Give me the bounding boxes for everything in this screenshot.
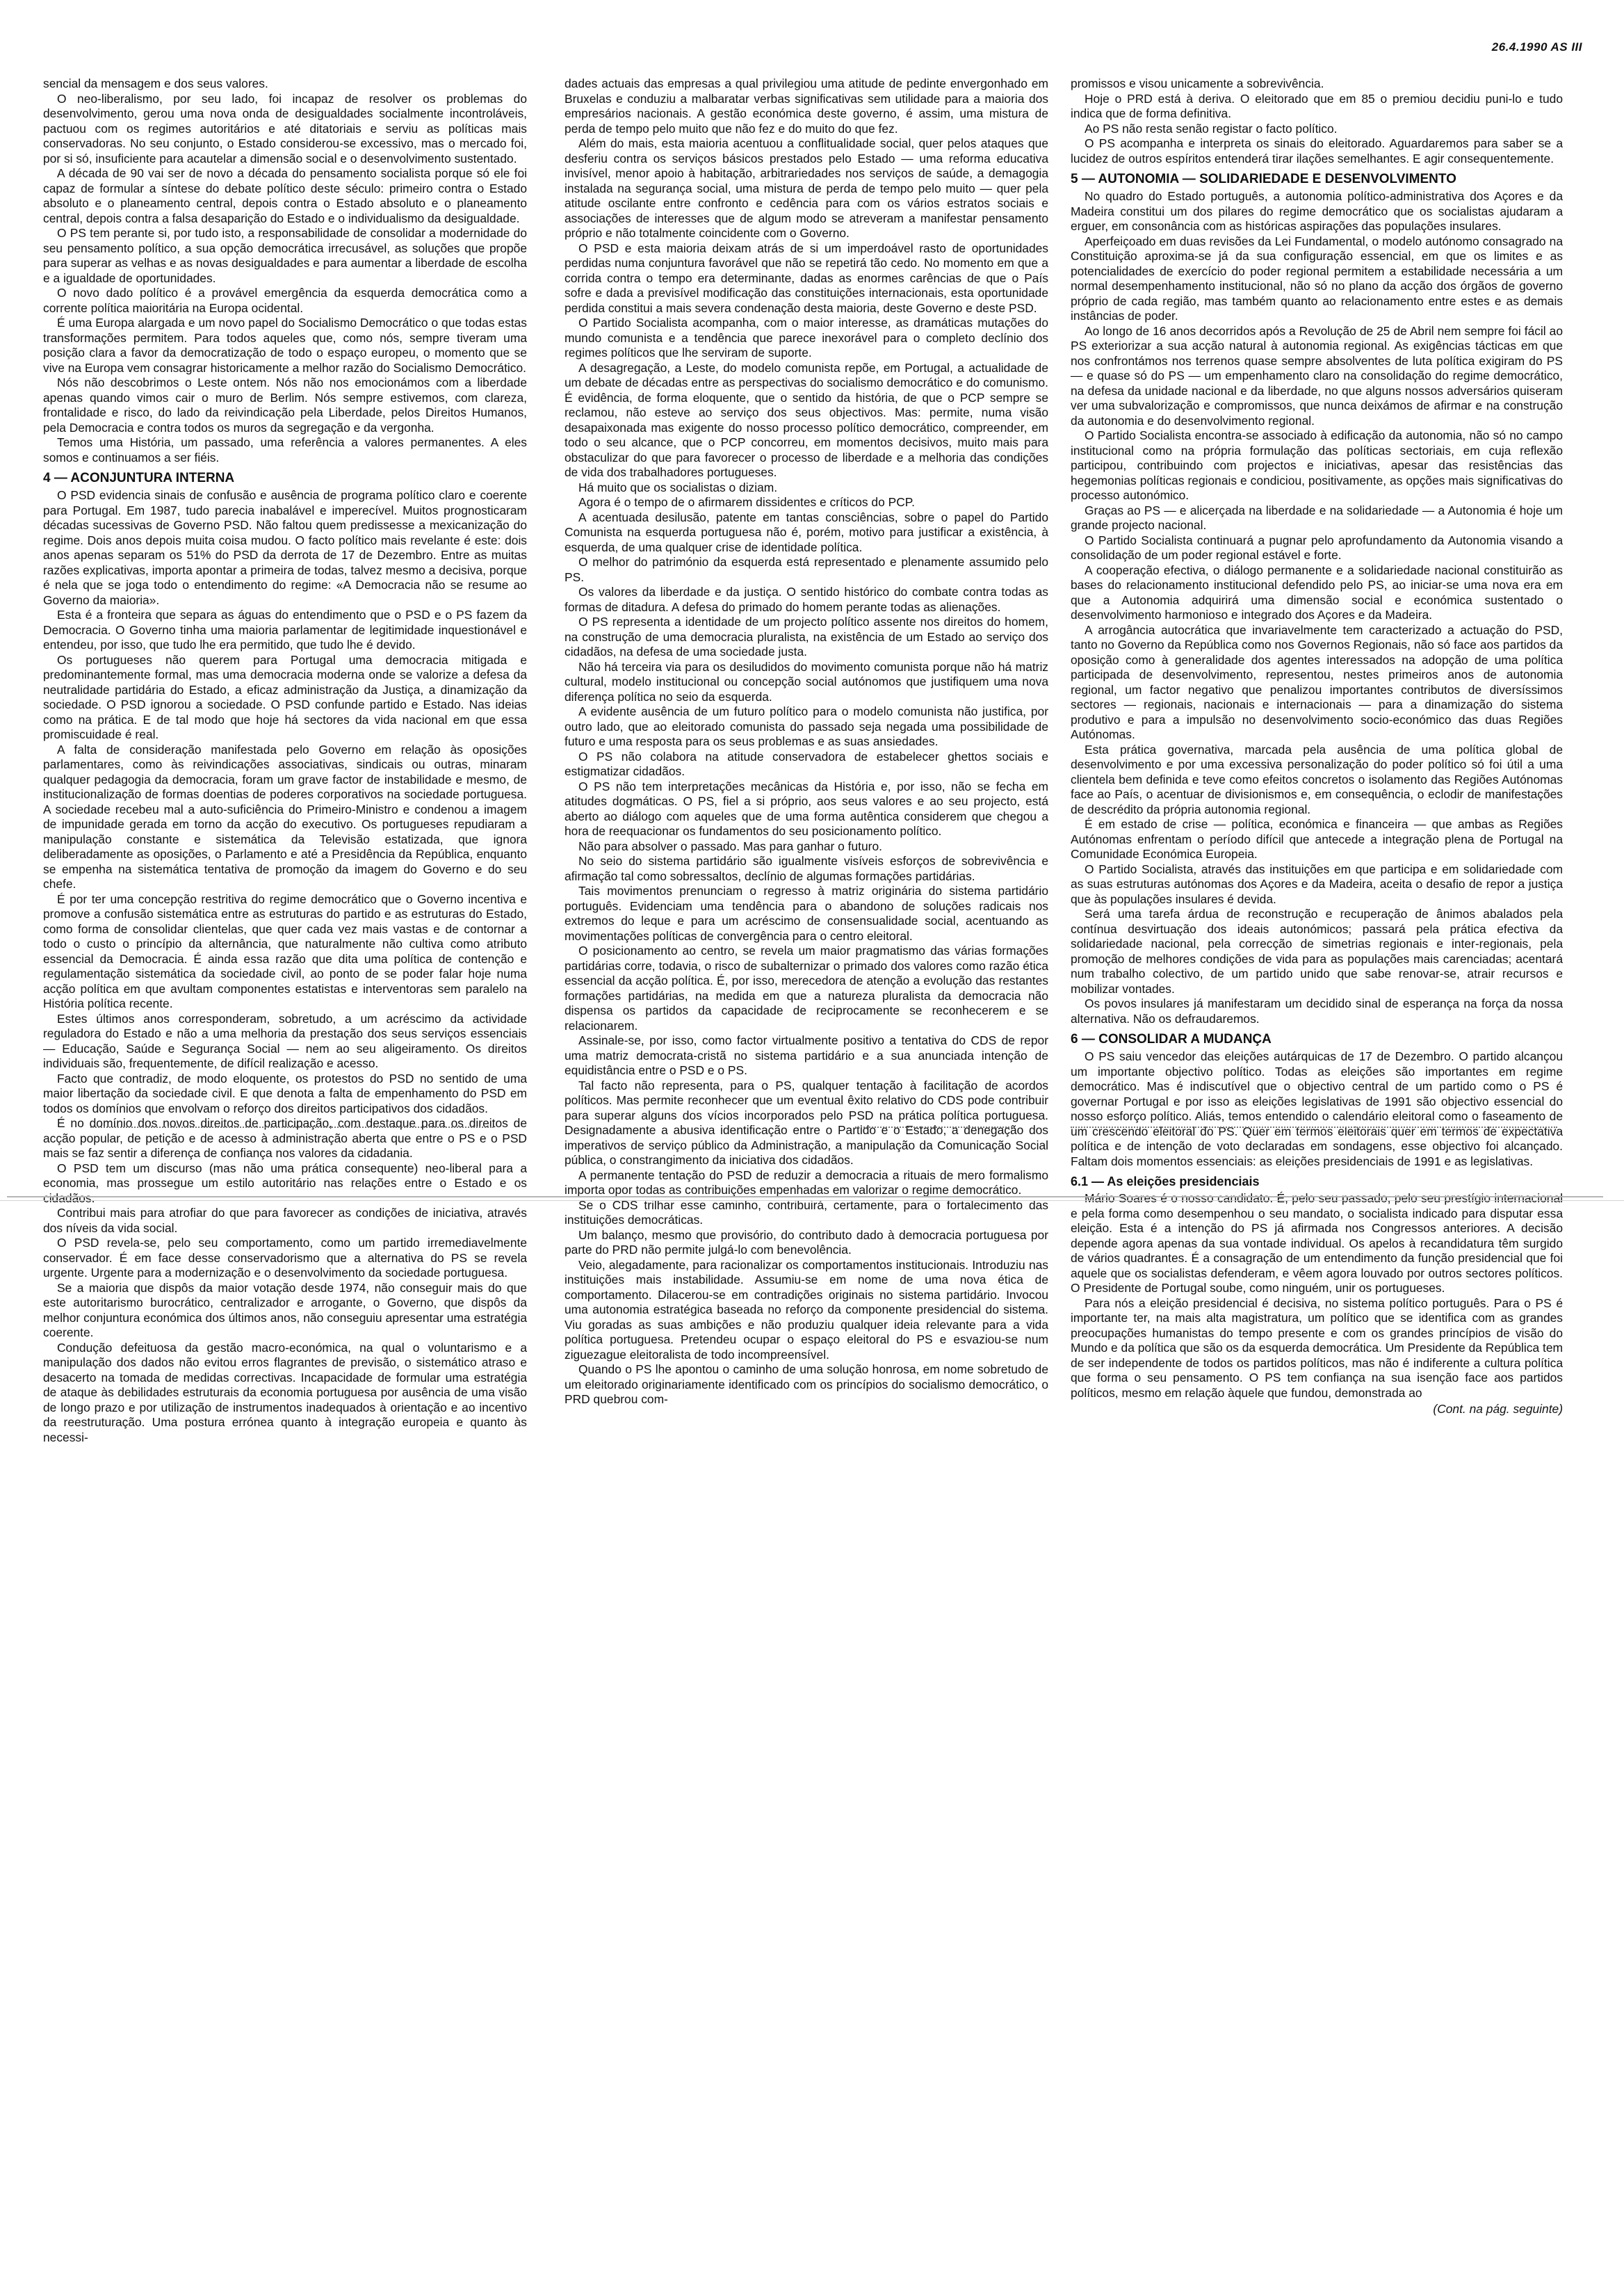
paragraph: O PSD revela-se, pelo seu comportamento, como um partido irremediavelmente conservador. É em face desse conservadorismo que a alternativa do PS se revela urgente. Urgente para a modernização e o desenvolvimento da sociedade portuguesa. bbox=[43, 1236, 527, 1280]
paragraph: Graças ao PS — e alicerçada na liberdade e na solidariedade — a Autonomia é hoje um grande projecto nacional. bbox=[1071, 503, 1563, 532]
paragraph: Os valores da liberdade e da justiça. O sentido histórico do combate contra todas as formas de ditadura. A defesa do primado do homem perante todas as alienações. bbox=[565, 585, 1048, 614]
paragraph: A permanente tentação do PSD de reduzir a democracia a rituais de mero formalismo importa opor todas as contribuições empenhadas em valorizar o regime democrático. bbox=[565, 1168, 1048, 1197]
paragraph: É no domínio dos novos direitos de participação, com destaque para os direitos de acção popular, de petição e de acesso à administração aberta que entre o PS e o PSD mais se faz sentir a diferença de confiança nos valores da cidadania. bbox=[43, 1116, 527, 1160]
paragraph: O PSD evidencia sinais de confusão e ausência de programa político claro e coerente para Portugal. Em 1987, tudo parecia inabalável e imperecível. Muitos prognosticaram décadas sucessivas de Governo PSD. Não faltou quem predissesse a mexicanização do regime. Dois anos depois muita coisa mudou. O facto político mais revelante é este: dois anos apenas separam os 51% do PSD da derrota de 17 de Dezembro. Entre as muitas razões explicativas, importa apontar a primeira de todas, talvez mesmo a decisiva, porque é nela que se joga todo o entendimento do regime: «A Democracia não se resume ao Governo da maioria». bbox=[43, 488, 527, 607]
paragraph: O PS representa a identidade de um projecto político assente nos direitos do homem, na construção de uma democracia pluralista, na existência de um Estado ao serviço dos cidadãos, na defesa de uma sociedade justa. bbox=[565, 615, 1048, 659]
paragraph: O PS não colabora na atitude conservadora de estabelecer ghettos sociais e estigmatizar cidadãos. bbox=[565, 749, 1048, 778]
paragraph: promissos e visou unicamente a sobrevivência. bbox=[1071, 76, 1324, 90]
page-bottom-rule bbox=[0, 1200, 1624, 1201]
paragraph: O Partido Socialista encontra-se associado à edificação da autonomia, não só no campo institucional como na própria formulação das políticas sectoriais, em cuja reflexão participou, contribuindo com projectos e iniciativas, apesar das resistências das hegemonias políticas regionais e condiciou, positivamente, as opções mais significativas do processo autonómico. bbox=[1071, 428, 1563, 502]
paragraph: É em estado de crise — política, económica e financeira — que ambas as Regiões Autónomas enfrentam o período difícil que antecede a integração plena de Portugal na Comunidade Económica Europeia. bbox=[1071, 817, 1563, 861]
paragraph: Mário Soares é o nosso candidato. É, pelo seu passado, pelo seu prestígio internacional e pela forma como desempenhou o seu mandato, o socialista indicado para disputar essa eleição. Esta é a intenção do PS já afirmada nos Congressos anteriores. A decisão depende agora apenas da sua vontade individual. Os apelos à recandidatura têm surgido de vários quadrantes. É a consagração de um entendimento da função presidencial que foi aquele que os socialistas defenderam, e vêem agora louvado por outros sectores políticos. O Presidente de Portugal soube, como ninguém, unir os portugueses. bbox=[1071, 1191, 1563, 1295]
paragraph: A arrogância autocrática que invariavelmente tem caracterizado a actuação do PSD, tanto no Governo da República como nos Governos Regionais, não só face aos partidos da oposição como à generalidade dos agentes interessados na adopção de uma política participada de desenvolvimento, representou, nestes primeiros anos de autonomia regional, um factor negativo que penalizou importantes contributos de diversíssimos sectores — regionais, nacionais e internacionais — para a dinamização do sistema produtivo e para a impulsão no desenvolvimento socio-económico das duas Regiões Autónomas. bbox=[1071, 622, 1563, 741]
paragraph: Esta é a fronteira que separa as águas do entendimento que o PSD e o PS fazem da Democracia. O Governo tinha uma maioria parlamentar de legitimidade inquestionável e entendeu, por isso, que tudo lhe era permitido, que tudo lhe é devido. bbox=[43, 608, 527, 652]
paragraph: Condução defeituosa da gestão macro-económica, na qual o voluntarismo e a manipulação dos dados não evitou erros flagrantes de previsão, o sistemático atraso e desacerto na tomada de medidas correctivas. Incapacidade de formular uma estratégia de ataque às debilidades estruturais da economia portuguesa por ausência de uma visão de longo prazo e por utilização de instrumentos inadequados à orientação e ao incentivo da reestruturação. Uma postura errónea quanto à integração europeia e quanto às necessi- bbox=[43, 1340, 527, 1444]
dotted-divider bbox=[1071, 1127, 1557, 1132]
paragraph: sencial da mensagem e dos seus valores. bbox=[43, 76, 268, 90]
column-3 bbox=[1071, 76, 1563, 1417]
dotted-divider bbox=[90, 1127, 494, 1132]
paragraph: O posicionamento ao centro, se revela um maior pragmatismo das várias formações partidárias corre, todavia, o risco de subalternizar o primado dos valores como razão ética essencial da acção política. É, por isso, merecedora de atenção a evolução das restantes formações partidárias, na medida em que a natureza pluralista da democracia não dispensa os partidos da capacidade de reciprocamente se reconhecerem e se relacionarem. bbox=[565, 944, 1048, 1033]
paragraph: Assinale-se, por isso, como factor virtualmente positivo a tentativa do CDS de repor uma matriz democrata-cristã no sistema partidário e a sua anunciada intenção de equidistância entre o PSD e o PS. bbox=[565, 1033, 1048, 1077]
paragraph: Se o CDS trilhar esse caminho, contribuirá, certamente, para o fortalecimento das instituições democráticas. bbox=[565, 1197, 1048, 1227]
paragraph: Tal facto não representa, para o PS, qualquer tentação à facilitação de acordos políticos. Mas permite reconhecer que um eventual êxito relativo do CDS pode contribuir para superar alguns dos vícios incorporados pelo PSD na prática política portuguesa. Designadamente a abusiva identificação entre o Partido e o Estado, a denegação dos imperativos de serviço público da Administração, a manipulação da Comunicação Social pública, o constrangimento da iniciativa dos cidadãos. bbox=[565, 1078, 1048, 1167]
paragraph: O novo dado político é a provável emergência da esquerda democrática como a corrente política maioritária na Europa ocidental. bbox=[43, 286, 527, 315]
running-head: 26.4.1990 AS III bbox=[1491, 40, 1582, 54]
dotted-divider bbox=[855, 1127, 1015, 1132]
section-heading: 4 — ACONJUNTURA INTERNA bbox=[43, 471, 235, 485]
paragraph: Para nós a eleição presidencial é decisiva, no sistema político português. Para o PS é importante ter, na mais alta magistratura, um político que se identifica com as grandes preocupações humanistas do tempo presente e com os grandes princípios de visão do Mundo e da política que são os da esquerda democrática. Um Presidente da República tem de ser independente de todos os partidos políticos, mas não é indiferente a cultura política que forma o seu pensamento. O PS tem confiança na sua isenção face aos partidos políticos, mesmo em relação àquele que fundou, demonstrada ao bbox=[1071, 1296, 1563, 1400]
paragraph: Não para absolver o passado. Mas para ganhar o futuro. bbox=[578, 839, 882, 853]
page-bottom-rule bbox=[7, 1196, 1603, 1197]
paragraph: A desagregação, a Leste, do modelo comunista repõe, em Portugal, a actualidade de um debate de décadas entre as perspectivas do socialismo democrático e do comunismo. É evidência, de forma eloquente, que o sentido da história, de que o PCP sempre se reclamou, não esteve ao serviço dos seus objectivos. Mas: permite, numa visão desapaixonada mas exigente do nosso processo político democrático, compreender, em todo o seu alcance, que o PCP concorreu, em momentos decisivos, muito mais para obstaculizar do que para favorecer o processo de liberdade e a melhoria das condições de vida dos trabalhadores portugueses. bbox=[565, 360, 1048, 479]
paragraph: O PS saiu vencedor das eleições autárquicas de 17 de Dezembro. O partido alcançou um importante objectivo político. Todas as eleições são importantes em regime democrático. Mas é indiscutível que o objectivo central de um partido como o PS é governar Portugal e por isso as eleições legislativas de 1991 são objectivo essencial do nosso esforço político. Aliás, temos entendido o calendário eleitoral como o faseamento de um crescendo eleitoral do PS. Quer em termos eleitorais quer em termos de expectativa política e de intenção de voto declaradas em sondagens, esse objectivo foi alcançado. Faltam dois momentos essenciais: as eleições presidenciais de 1991 e as legislativas. bbox=[1071, 1049, 1563, 1168]
paragraph: É uma Europa alargada e um novo papel do Socialismo Democrático o que todas estas transformações permitem. Para todos aqueles que, como nós, sempre tiveram uma posição clara a favor da democratização de todo o espaço europeu, o momento que se vive na Europa vem consagrar historicamente a melhor razão do Socialismo Democrático. bbox=[43, 316, 527, 375]
paragraph: Tais movimentos prenunciam o regresso à matriz originária do sistema partidário português. Evidenciam uma tendência para o abandono de soluções radicais nos extremos do leque e para um acréscimo de consensualidade social, acentuando as movimentações políticas de convergência para o centro eleitoral. bbox=[565, 884, 1048, 943]
paragraph: A falta de consideração manifestada pelo Governo em relação às oposições parlamentares, como às reivindicações associativas, sindicais ou outras, minaram qualquer pedagogia da democracia, foram um grave factor de instabilidade e mesmo, de institucionalização de formas doentias de poderes corporativos na sociedade portuguesa. A sociedade recebeu mal a auto-suficiência do Primeiro-Ministro e condenou a imagem de impunidade gerada em torno da acção do executivo. Os portugueses repudiaram a manipulação constante e sistemática da Televisão estatizada, que ignora deliberadamente as oposições, o Parlamento e até a Presidência da República, enquanto se empenha na sistemática tentativa de promoção da imagem do Governo e do seu chefe. bbox=[43, 742, 527, 891]
paragraph: No quadro do Estado português, a autonomia político-administrativa dos Açores e da Madeira constitui um dos pilares do regime democrático que os socialistas ajudaram a erguer, em consonância com as históricas aspirações das populações insulares. bbox=[1071, 189, 1563, 233]
paragraph: Nós não descobrimos o Leste ontem. Nós não nos emocionámos com a liberdade apenas quando vimos cair o muro de Berlim. Nós sempre estivemos, com clareza, frontalidade e risco, do lado da reivindicação pela Liberdade, pelos Direitos Humanos, pela Democracia e contra todos os muros da segregação e da vergonha. bbox=[43, 376, 527, 435]
paragraph: Os portugueses não querem para Portugal uma democracia mitigada e predominantemente formal, mas uma democracia moderna onde se valorize a defesa da neutralidade partidária do Estado, a eficaz administração da Justiça, a dinamização da sociedade. O PSD ignorou a sociedade. O PSD confunde partido e Estado. Nas ideias como na prática. E de tal modo que hoje há sectores da vida nacional em que essa promiscuidade é real. bbox=[43, 652, 527, 741]
continuation-note: (Cont. na pág. seguinte) bbox=[1433, 1402, 1563, 1416]
section-heading: 6 — CONSOLIDAR A MUDANÇA bbox=[1071, 1032, 1272, 1047]
paragraph: Esta prática governativa, marcada pela ausência de uma política global de desenvolvimento e por uma excessiva personalização do poder político só foi útil a uma clientela bem definida e teve como efeitos concretos o isolamento das Regiões Autónomas face ao País, o acentuar de divisionismos e, em consequência, o eclodir de manifestações de descrédito da própria autonomia regional. bbox=[1071, 742, 1563, 816]
paragraph: Ao longo de 16 anos decorridos após a Revolução de 25 de Abril nem sempre foi fácil ao PS exteriorizar a sua acção natural à autonomia regional. As exigências tácticas em que nos confrontámos nos terrenos quase sempre absolventes de luta política exigiram do PS — e quase só do PS — um empenhamento claro na consolidação do regime democrático, na defesa da unidade nacional e da liberdade, no que alguns nossos adversários quiseram ver uma subvalorização e compromissos, que nunca deixámos de afirmar e na construção da autonomia e do desenvolvimento regional. bbox=[1071, 323, 1563, 428]
paragraph: A década de 90 vai ser de novo a década do pensamento socialista porque só ele foi capaz de formular a síntese do debate político deste século: primeiro contra o Estado absoluto e o planeamento central, depois contra o Estado absoluto e o planeamento central, depois contra a falsa desaparição do Estado e o individualismo da desigualdade. bbox=[43, 166, 527, 225]
paragraph: O Partido Socialista continuará a pugnar pelo aprofundamento da Autonomia visando a consolidação de um poder regional estável e forte. bbox=[1071, 533, 1563, 562]
paragraph: Um balanço, mesmo que provisório, do contributo dado à democracia portuguesa por parte do PRD não permite julgá-lo com benevolência. bbox=[565, 1227, 1048, 1257]
paragraph: Além do mais, esta maioria acentuou a conflitualidade social, quer pelos ataques que desferiu contra os serviços básicos prestados pelo Estado — uma reforma educativa invisível, menor apoio à habitação, arbitrariedades nos serviços de saúde, a demagogia instalada na segurança social, uma mistura de perda de tempo pelo muito — quer pela atitude oscilante entre confronto e cedência para com os vários estratos sociais e associações de interesses que de algum modo se atreveram a manifestar pensamento próprio e não totalmente coincidente com o Governo. bbox=[565, 136, 1048, 240]
paragraph: O Partido Socialista acompanha, com o maior interesse, as dramáticas mutações do mundo comunista e a tendência que parece inexorável para o completo declínio dos regimes políticos que lhe serviram de suporte. bbox=[565, 316, 1048, 360]
paragraph: O melhor do património da esquerda está representado e plenamente assumido pelo PS. bbox=[565, 555, 1048, 584]
paragraph: O neo-liberalismo, por seu lado, foi incapaz de resolver os problemas do desenvolvimento, gerou uma nova onda de desigualdades socialmente incontroláveis, pactuou com os regimes autoritários e até ditatoriais e serviu as políticas mais conservadoras. No seu conjunto, o Estado considerou-se excessivo, mas o mercado foi, por si só, insuficiente para acautelar a dimensão social e o desenvolvimento sustentado. bbox=[43, 91, 527, 166]
paragraph: Temos uma História, um passado, uma referência a valores permanentes. A eles somos e continuamos a ser fiéis. bbox=[43, 435, 527, 465]
paragraph: O PS acompanha e interpreta os sinais do eleitorado. Aguardaremos para saber se a lucidez de outros espíritos entenderá tirar ilações semelhantes. E agir consequentemente. bbox=[1071, 136, 1563, 166]
paragraph: O PSD e esta maioria deixam atrás de si um imperdoável rasto de oportunidades perdidas numa conjuntura favorável que não se repetirá tão cedo. No momento em que a corrida contra o tempo era determinante, dadas as enormes carências de que o País sofre e dada a previsível modificação das constituições internacionais, esta oportunidade perdida constitui a mais severa condenação desta maioria, deste Governo e deste PSD. bbox=[565, 241, 1048, 315]
paragraph: É por ter uma concepção restritiva do regime democrático que o Governo incentiva e promove a confusão sistemática entre as estruturas do partido e as estruturas do Estado, como forma de consolidar clientelas, que quer cada vez mais vastas e de contornar a todo o custo o princípio da alternância, que naturalmente não cultiva como atributo essencial da Democracia. É ainda essa razão que dita uma política de contenção e regulamentação sistemática da sociedade civil, ao ponto de se poder falar hoje numa acção política em que avultam componentes estatistas e interventoras sem paralelo na História política recente. bbox=[43, 891, 527, 1010]
paragraph: Agora é o tempo de o afirmarem dissidentes e críticos do PCP. bbox=[578, 495, 915, 509]
paragraph: Contribui mais para atrofiar do que para favorecer as condições de iniciativa, através dos níveis da vida social. bbox=[43, 1206, 527, 1235]
column-1 bbox=[43, 76, 527, 1445]
paragraph: Estes últimos anos corresponderam, sobretudo, a um acréscimo da actividade reguladora do Estado e não a uma melhoria da prestação dos seus serviços essenciais — Educação, Saúde e Segurança Social — nem ao seu aligeiramento. Os direitos individuais são, frequentemente, de difícil realização e acesso. bbox=[43, 1011, 527, 1070]
paragraph: A acentuada desilusão, patente em tantas consciências, sobre o papel do Partido Comunista na esquerda portuguesa não é, porém, motivo para justificar a existência, à esquerda, de uma qualquer crise de identidade política. bbox=[565, 510, 1048, 554]
paragraph: O PSD tem um discurso (mas não uma prática consequente) neo-liberal para a economia, mas prossegue um estilo autoritário nas relações entre o Estado e os cidadãos. bbox=[43, 1161, 527, 1205]
paragraph: dades actuais das empresas a qual privilegiou uma atitude de pedinte envergonhado em Bruxelas e conduziu a malbaratar verbas significativas sem utilidade para a maioria dos empresários nacionais. A gestão económica deste governo, é assim, uma mistura de perda de tempo pelo muito que não fez e do muito do que fez. bbox=[565, 76, 1048, 136]
paragraph: Ao PS não resta senão registar o facto político. bbox=[1085, 121, 1338, 136]
paragraph: Veio, alegadamente, para racionalizar os comportamentos institucionais. Introduziu nas instituições mais instabilidade. Assumiu-se em nome de uma nova ética de comportamento. Dilacerou-se em contradições originais no sistema partidário. Invocou uma autonomia estratégica baseada no reforço da componente presidencial do sistema. Viu goradas as suas ambições e não produziu qualquer ideia relevante para a vida política portuguesa. Pretendeu ocupar o espaço eleitoral do PS e esvaziou-se num ziguezague eleitoralista de todo incompreensível. bbox=[565, 1257, 1048, 1362]
paragraph: A evidente ausência de um futuro político para o modelo comunista não justifica, por outro lado, que ao eleitorado comunista do passado seja negada uma possibilidade de futuro e uma resposta para os seus problemas e as suas ansiedades. bbox=[565, 704, 1048, 748]
paragraph: Os povos insulares já manifestaram um decidido sinal de esperança na força da nossa alternativa. Não os defraudaremos. bbox=[1071, 996, 1563, 1026]
paragraph: Aperfeiçoado em duas revisões da Lei Fundamental, o modelo autónomo consagrado na Constituição aproxima-se já da sua configuração essencial, em que os limites e as potencialidades de exercício do poder regional permitem a estabilidade necessária a um normal desempenhamento institucional, não só no plano da acção dos órgãos de governo próprio de cada região, mas também quanto ao relacionamento entre estes e as demais instâncias de poder. bbox=[1071, 234, 1563, 323]
paragraph: A cooperação efectiva, o diálogo permanente e a solidariedade nacional constituirão as bases do relacionamento institucional defendido pelo PS, ao iniciar-se uma nova era em que a Autonomia adquirirá uma dimensão social e económica sustentado o desenvolvimento harmonioso e integrado dos Açores e da Madeira. bbox=[1071, 563, 1563, 622]
paragraph: O PS não tem interpretações mecânicas da História e, por isso, não se fecha em atitudes dogmáticas. O PS, fiel a si próprio, aos seus valores e ao seu projecto, está aberto ao diálogo com aqueles que de uma forma autêntica considerem que chegou a hora de reequacionar os fundamentos do seu posicionamento político. bbox=[565, 779, 1048, 838]
subsection-heading: 6.1 — As eleições presidenciais bbox=[1071, 1175, 1260, 1188]
paragraph: No seio do sistema partidário são igualmente visíveis esforços de sobrevivência e afirmação tal como sobressaltos, declínio de algumas formações partidárias. bbox=[565, 854, 1048, 883]
section-heading: 5 — AUTONOMIA — SOLIDARIEDADE E DESENVOLVIMENTO bbox=[1071, 172, 1456, 186]
column-2 bbox=[565, 76, 1048, 1407]
paragraph: O Partido Socialista, através das instituições em que participa e em solidariedade com as suas estruturas autónomas dos Açores e da Madeira, aceita o desafio de repor a justiça que às populações insulares é devida. bbox=[1071, 862, 1563, 906]
paragraph: Não há terceira via para os desiludidos do movimento comunista porque não há matriz cultural, modelo institucional ou concepção social autónomos que justifiquem uma nova diferença política no seio da esquerda. bbox=[565, 659, 1048, 704]
paragraph: O PS tem perante si, por tudo isto, a responsabilidade de consolidar a modernidade do seu pensamento político, a sua opção democrática irrecusável, as soluções que propõe para superar as velhas e as novas desigualdades e para aumentar a liberdade de escolha e a igualdade de oportunidades. bbox=[43, 226, 527, 285]
paragraph: Quando o PS lhe apontou o caminho de uma solução honrosa, em nome sobretudo de um eleitorado originariamente identificado com os princípios do socialismo democrático, o PRD quebrou com- bbox=[565, 1362, 1048, 1406]
paragraph: Facto que contradiz, de modo eloquente, os protestos do PSD no sentido de uma maior libertação da sociedade civil. E que denota a falta de empenhamento do PSD em todos os domínios que envolvam o reforço dos direitos participativos dos cidadãos. bbox=[43, 1071, 527, 1115]
paragraph: Há muito que os socialistas o diziam. bbox=[578, 480, 778, 494]
paragraph: Hoje o PRD está à deriva. O eleitorado que em 85 o premiou decidiu puni-lo e tudo indica que de forma definitiva. bbox=[1071, 91, 1563, 120]
paragraph: Será uma tarefa árdua de reconstrução e recuperação de ânimos abalados pela contínua desvirtuação dos ideais autonómicos; passará pela prática efectiva da solidariedade nacional, pela correcção de simetrias regionais e inter-regionais, pela promoção de melhores condições de vida para as populações mais carenciadas; acentará num trabalho colectivo, de um partido unido que sabe renovar-se, atrair recursos e mobilizar vontades. bbox=[1071, 907, 1563, 996]
paragraph: Se a maioria que dispôs da maior votação desde 1974, não conseguir mais do que este autoritarismo burocrático, centralizador e arrogante, o Governo, que dispôs da melhor conjuntura económica dos últimos anos, não conseguiu apresentar uma estratégia coerente. bbox=[43, 1280, 527, 1339]
